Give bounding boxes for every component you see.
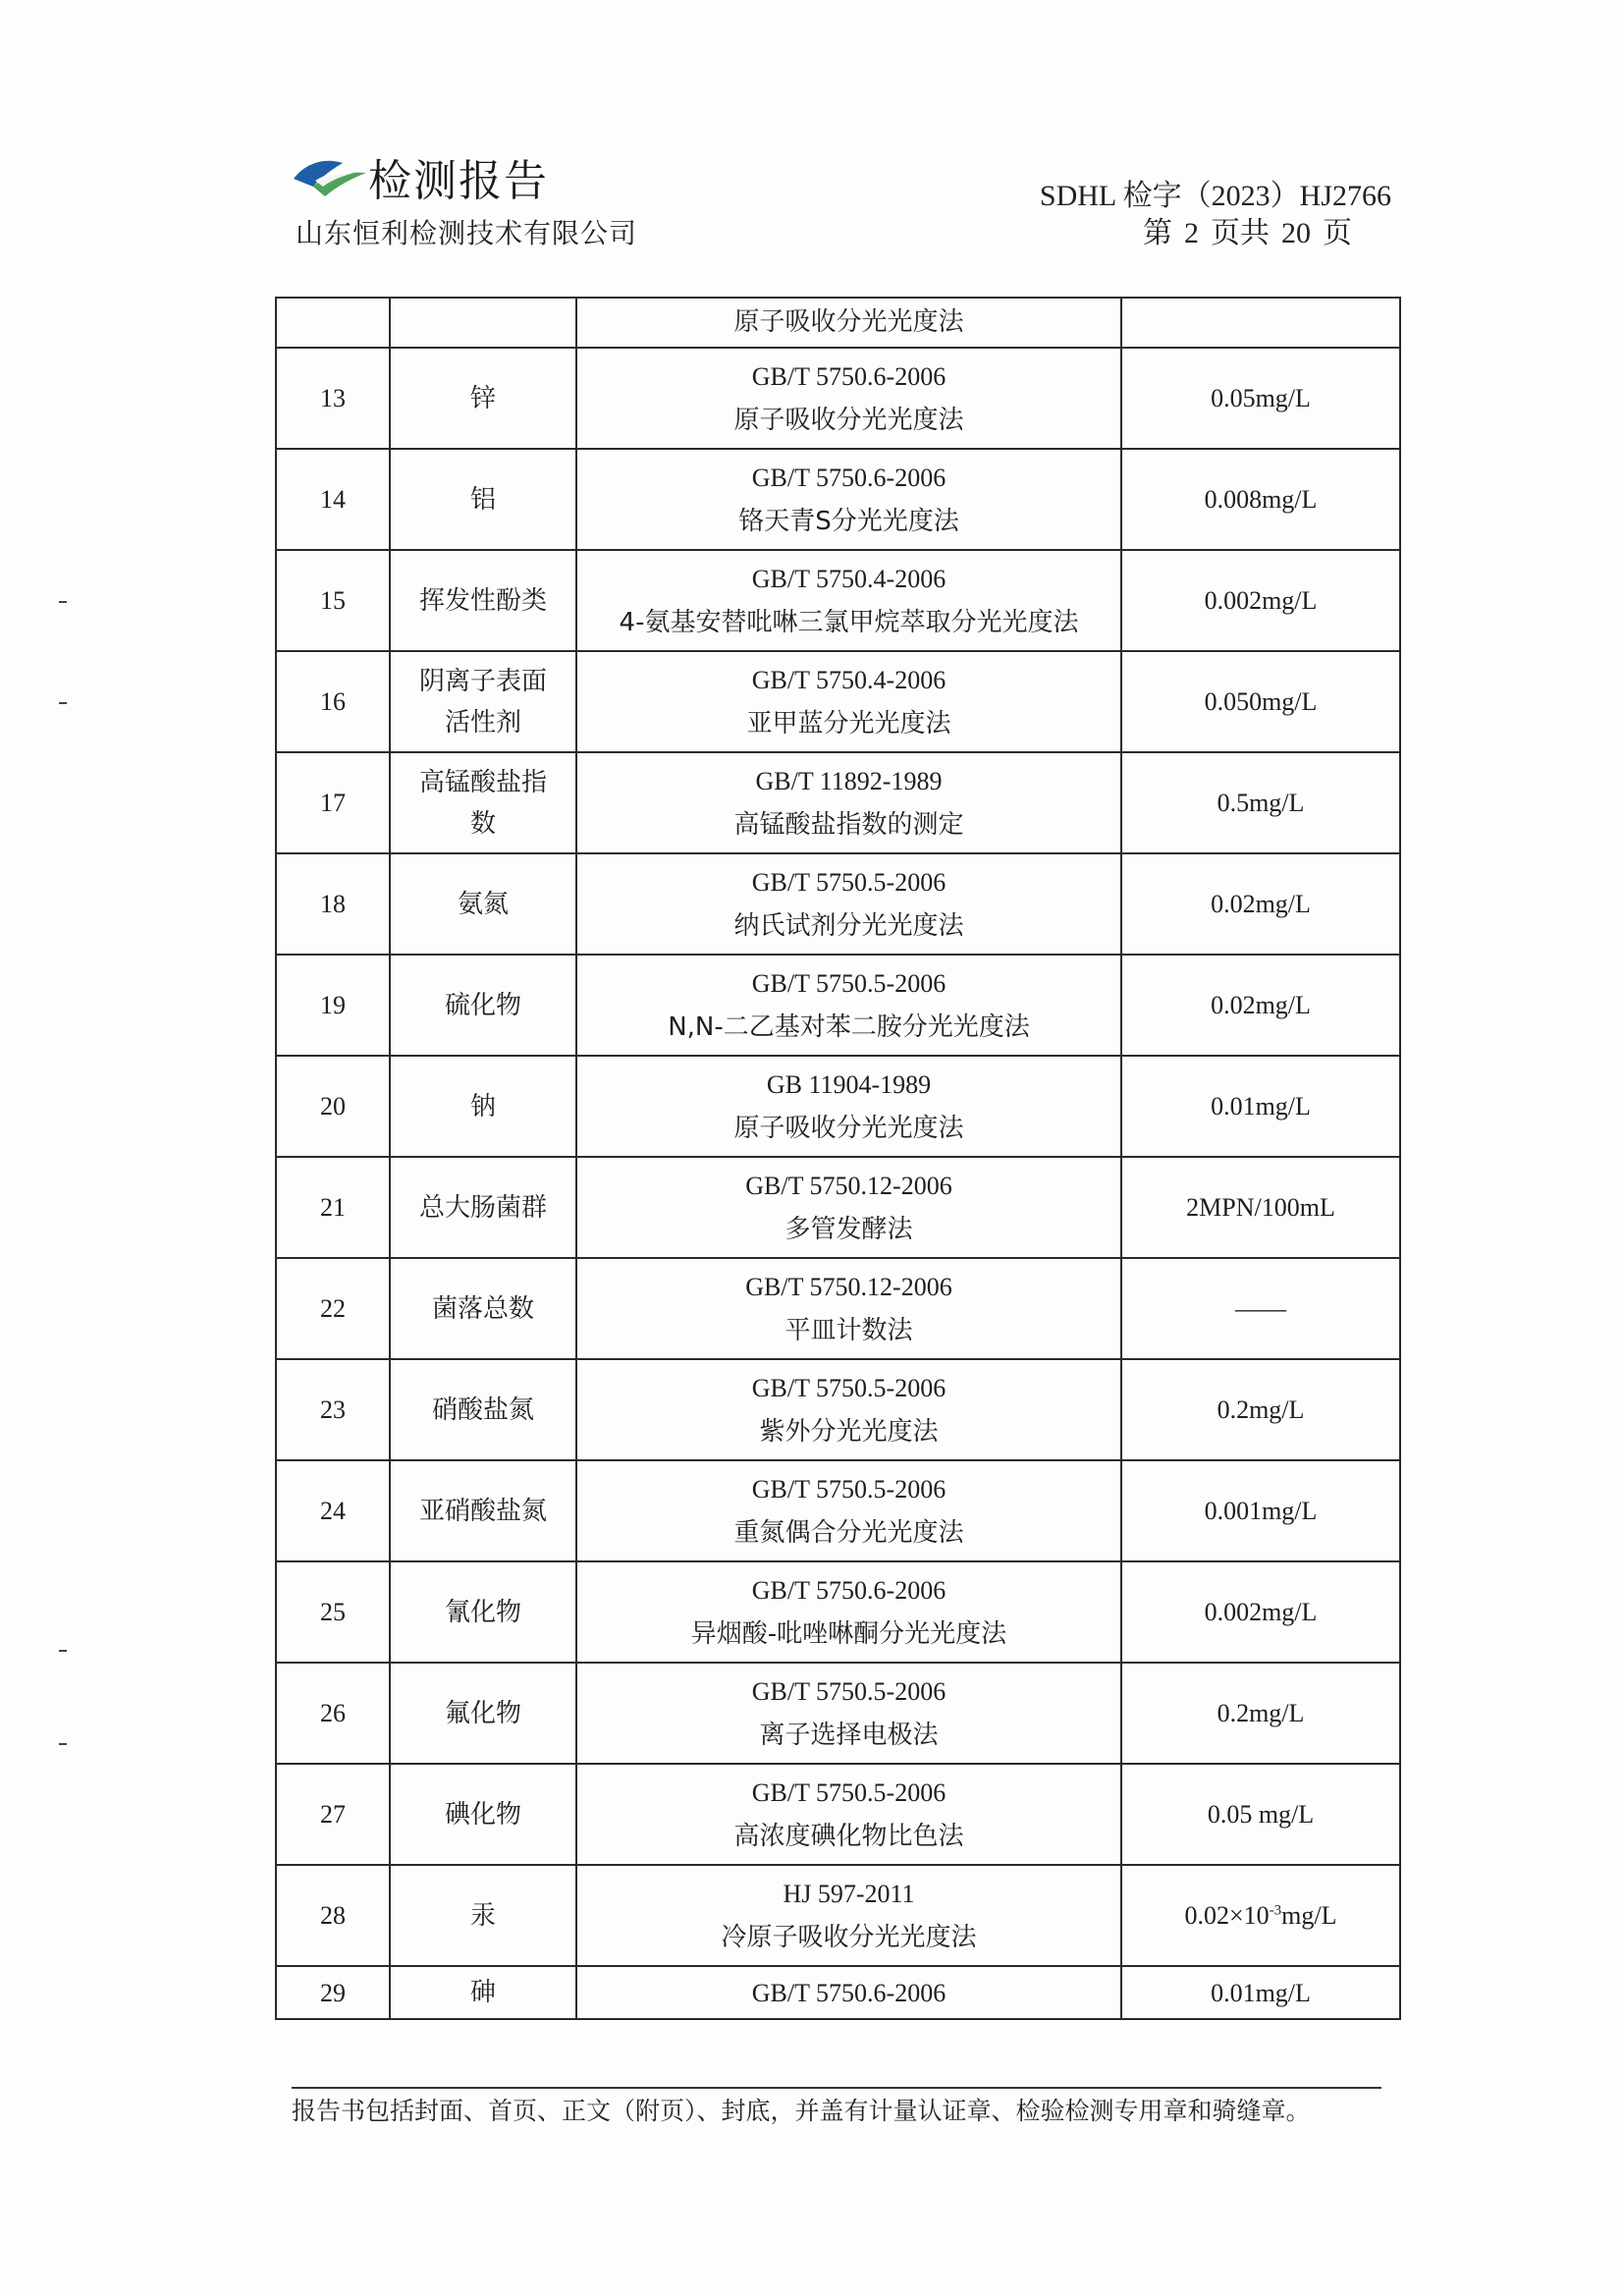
company-name: 山东恒利检测技术有限公司 — [296, 217, 638, 249]
row-index — [276, 298, 390, 348]
row-index: 14 — [276, 449, 390, 550]
row-detection-limit — [1121, 1865, 1400, 1966]
method-name: 原子吸收分光光度法 — [733, 1113, 964, 1143]
row-detection-limit: 0.2mg/L — [1121, 1359, 1400, 1460]
row-detection-limit: 0.02mg/L — [1121, 853, 1400, 955]
page-suffix: 页 — [1323, 217, 1352, 249]
row-detection-limit: 0.002mg/L — [1121, 1561, 1400, 1663]
method-name: 铬天青S分光光度法 — [738, 506, 959, 536]
method-standard: GB/T 5750.5-2006 — [751, 1777, 947, 1807]
row-method — [576, 1865, 1121, 1966]
row-item-name: 锌 — [390, 348, 576, 449]
table-row — [276, 1056, 1400, 1157]
row-method — [576, 449, 1121, 550]
report-number: SDHL 检字（2023）HJ2766 — [1039, 180, 1391, 212]
row-method — [576, 1258, 1121, 1359]
row-index: 28 — [276, 1865, 390, 1966]
row-method — [576, 298, 1121, 348]
row-index: 27 — [276, 1764, 390, 1865]
row-method — [576, 1460, 1121, 1561]
row-detection-limit: 0.050mg/L — [1121, 651, 1400, 752]
row-method — [576, 1663, 1121, 1764]
row-index: 25 — [276, 1561, 390, 1663]
row-index: 21 — [276, 1157, 390, 1258]
page-prefix: 第 — [1143, 217, 1172, 249]
table-row — [276, 348, 1400, 449]
binding-mark — [59, 601, 67, 603]
table-row — [276, 1157, 1400, 1258]
row-method — [576, 955, 1121, 1056]
method-standard: GB/T 5750.4-2006 — [751, 564, 947, 593]
row-index: 26 — [276, 1663, 390, 1764]
test-methods-table — [275, 297, 1401, 2020]
row-item-name: 氟化物 — [390, 1663, 576, 1764]
row-method — [576, 1157, 1121, 1258]
method-name: 多管发酵法 — [784, 1214, 913, 1244]
table-row — [276, 1561, 1400, 1663]
row-detection-limit: 0.01mg/L — [1121, 1056, 1400, 1157]
method-standard: GB/T 5750.6-2006 — [751, 1575, 947, 1605]
row-detection-limit: 0.05mg/L — [1121, 348, 1400, 449]
row-index: 23 — [276, 1359, 390, 1460]
table-row — [276, 1966, 1400, 2019]
table-row — [276, 1764, 1400, 1865]
method-name: 重氮偶合分光光度法 — [733, 1517, 964, 1548]
method-standard: GB/T 5750.4-2006 — [751, 665, 947, 694]
row-item-name: 高锰酸盐指数 — [390, 752, 576, 853]
report-header — [292, 147, 1391, 255]
method-standard: GB/T 5750.5-2006 — [751, 1373, 947, 1402]
row-method — [576, 1359, 1121, 1460]
row-index: 19 — [276, 955, 390, 1056]
row-detection-limit: 0.05 mg/L — [1121, 1764, 1400, 1865]
method-standard: GB/T 5750.5-2006 — [751, 968, 947, 998]
row-index: 29 — [276, 1966, 390, 2019]
row-item-name: 菌落总数 — [390, 1258, 576, 1359]
method-name: 平皿计数法 — [784, 1315, 913, 1345]
row-item-name: 阴离子表面活性剂 — [390, 651, 576, 752]
page-indicator — [1143, 208, 1352, 251]
row-item-name: 砷 — [390, 1966, 576, 2019]
method-standard: GB/T 5750.5-2006 — [751, 1676, 947, 1706]
row-index: 13 — [276, 348, 390, 449]
footer-note: 报告书包括封面、首页、正文（附页）、封底，并盖有计量认证章、检验检测专用章和骑缝章。 — [292, 2097, 1311, 2125]
row-method — [576, 1561, 1121, 1663]
row-index: 17 — [276, 752, 390, 853]
row-item-name: 硝酸盐氮 — [390, 1359, 576, 1460]
method-name: 高锰酸盐指数的测定 — [733, 809, 964, 840]
row-item-name: 汞 — [390, 1865, 576, 1966]
row-item-name: 总大肠菌群 — [390, 1157, 576, 1258]
table-row — [276, 550, 1400, 651]
row-detection-limit: 0.02mg/L — [1121, 955, 1400, 1056]
method-standard: GB/T 5750.6-2006 — [751, 463, 947, 492]
row-method — [576, 853, 1121, 955]
table-row — [276, 752, 1400, 853]
row-item-name: 钠 — [390, 1056, 576, 1157]
method-standard: GB/T 5750.6-2006 — [751, 361, 947, 391]
method-name: 冷原子吸收分光光度法 — [721, 1922, 977, 1952]
row-method — [576, 348, 1121, 449]
method-standard: GB 11904-1989 — [766, 1069, 932, 1099]
table-row — [276, 1359, 1400, 1460]
method-name: 4-氨基安替吡啉三氯甲烷萃取分光光度法 — [619, 607, 1079, 637]
row-detection-limit: 0.2mg/L — [1121, 1663, 1400, 1764]
row-method — [576, 1966, 1121, 2019]
table-row — [276, 1663, 1400, 1764]
method-name: 原子吸收分光光度法 — [733, 405, 964, 435]
row-index: 18 — [276, 853, 390, 955]
method-standard: GB/T 5750.5-2006 — [751, 867, 947, 897]
table-row — [276, 1460, 1400, 1561]
limit-unit: mg/L — [1281, 1901, 1337, 1930]
method-name: 纳氏试剂分光光度法 — [733, 910, 964, 941]
method-name: 亚甲蓝分光光度法 — [746, 708, 951, 738]
method-name: 原子吸收分光光度法 — [733, 307, 964, 337]
row-detection-limit: 0.008mg/L — [1121, 449, 1400, 550]
row-method — [576, 1764, 1121, 1865]
binding-mark — [59, 702, 67, 704]
row-detection-limit: 0.001mg/L — [1121, 1460, 1400, 1561]
row-detection-limit: 0.5mg/L — [1121, 752, 1400, 853]
row-item-name: 亚硝酸盐氮 — [390, 1460, 576, 1561]
table-row — [276, 1258, 1400, 1359]
page-current: 2 — [1184, 217, 1199, 249]
method-standard: GB/T 5750.6-2006 — [751, 1978, 947, 2007]
row-item-name: 铝 — [390, 449, 576, 550]
footer-divider — [292, 2087, 1381, 2089]
row-item-name: 氰化物 — [390, 1561, 576, 1663]
method-name: 离子选择电极法 — [759, 1720, 939, 1750]
table-row — [276, 651, 1400, 752]
method-name: 异烟酸-吡唑啉酮分光光度法 — [690, 1618, 1007, 1649]
row-method — [576, 1056, 1121, 1157]
company-logo-icon — [292, 149, 370, 202]
table-row — [276, 1865, 1400, 1966]
row-index: 22 — [276, 1258, 390, 1359]
binding-mark — [59, 1650, 67, 1652]
method-standard: GB/T 5750.12-2006 — [745, 1272, 952, 1301]
method-standard: GB/T 5750.5-2006 — [751, 1474, 947, 1503]
limit-exponent: -3 — [1269, 1902, 1282, 1919]
row-method — [576, 550, 1121, 651]
row-item-name: 硫化物 — [390, 955, 576, 1056]
method-name: N,N-二乙基对苯二胺分光光度法 — [668, 1011, 1030, 1042]
page-total: 20 — [1281, 217, 1311, 249]
table-row — [276, 853, 1400, 955]
method-standard: HJ 597-2011 — [783, 1879, 915, 1908]
row-detection-limit: 0.01mg/L — [1121, 1966, 1400, 2019]
method-standard: GB/T 5750.12-2006 — [745, 1171, 952, 1200]
method-name: 高浓度碘化物比色法 — [733, 1821, 964, 1851]
table-row — [276, 955, 1400, 1056]
row-detection-limit: —— — [1121, 1258, 1400, 1359]
table-row — [276, 449, 1400, 550]
row-index: 20 — [276, 1056, 390, 1157]
row-method — [576, 651, 1121, 752]
binding-mark — [59, 1743, 67, 1745]
row-index: 15 — [276, 550, 390, 651]
row-item-name: 碘化物 — [390, 1764, 576, 1865]
report-title: 检测报告 — [368, 156, 549, 206]
row-index: 16 — [276, 651, 390, 752]
row-item-name: 挥发性酚类 — [390, 550, 576, 651]
row-method — [576, 752, 1121, 853]
row-detection-limit: 0.002mg/L — [1121, 550, 1400, 651]
row-item-name: 氨氮 — [390, 853, 576, 955]
row-detection-limit — [1121, 298, 1400, 348]
method-standard: GB/T 11892-1989 — [755, 766, 943, 795]
row-detection-limit: 2MPN/100mL — [1121, 1157, 1400, 1258]
table-row-continuation — [276, 298, 1400, 348]
row-index: 24 — [276, 1460, 390, 1561]
limit-base: 0.02×10 — [1184, 1901, 1270, 1930]
row-item-name — [390, 298, 576, 348]
method-name: 紫外分光光度法 — [759, 1416, 939, 1447]
page-middle: 页共 — [1211, 217, 1270, 249]
